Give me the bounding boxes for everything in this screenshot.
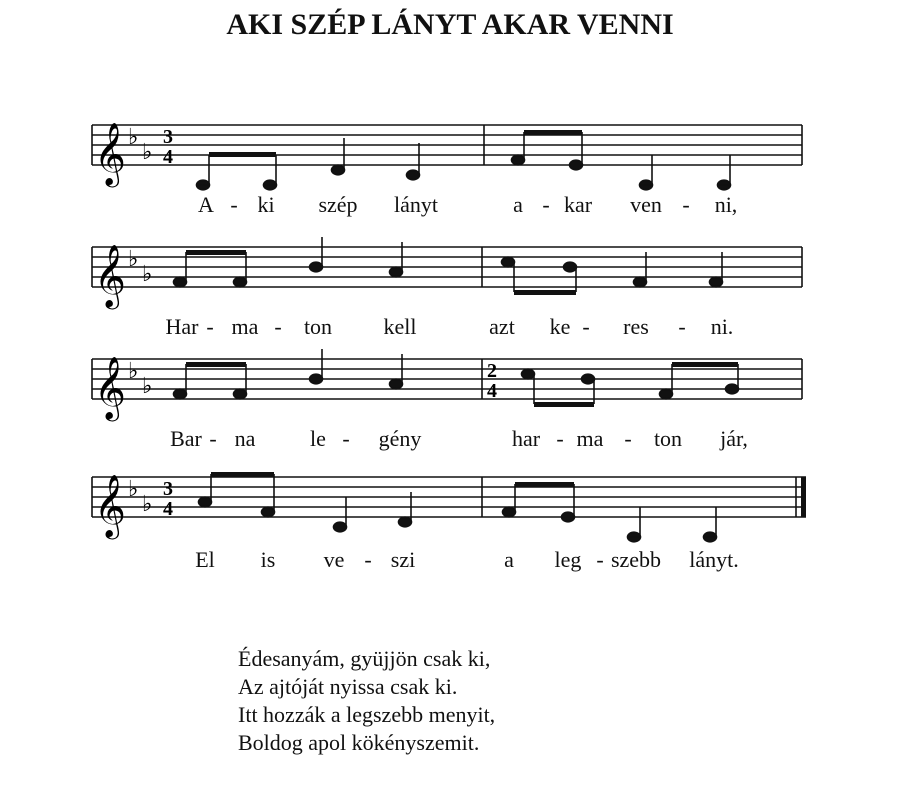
lyric-syllable: ki xyxy=(257,192,275,217)
lyric-syllable: - xyxy=(209,426,217,451)
lyric-syllable: Har xyxy=(165,314,199,339)
lyric-syllable: ma xyxy=(576,426,604,451)
flat-icon: ♭ xyxy=(128,359,139,384)
staff-1 xyxy=(0,110,900,220)
lyric-syllable: szép xyxy=(318,192,358,217)
lyric-syllable: ni, xyxy=(714,192,738,217)
lyric-syllable: is xyxy=(260,547,276,572)
lyric-syllable: - xyxy=(596,547,604,572)
lyric-syllable: kar xyxy=(563,192,593,217)
lyric-syllable: - xyxy=(542,192,550,217)
lyric-syllable: - xyxy=(230,192,238,217)
flat-icon: ♭ xyxy=(128,125,139,150)
lyric-syllable: lányt. xyxy=(689,547,739,572)
lyric-syllable: a xyxy=(513,192,523,217)
time-signature: 3 xyxy=(163,126,173,148)
time-signature: 2 xyxy=(487,360,497,382)
lyric-syllable: ke xyxy=(549,314,571,339)
lyric-syllable: gény xyxy=(378,426,422,451)
staff-3 xyxy=(0,344,900,454)
verse-line: Az ajtóját nyissa csak ki. xyxy=(238,674,458,699)
lyric-syllable: - xyxy=(342,426,350,451)
flat-icon: ♭ xyxy=(128,247,139,272)
verse-block xyxy=(238,645,495,757)
lyric-syllable: har xyxy=(511,426,541,451)
lyric-syllable: res xyxy=(623,314,649,339)
lyric-syllable: ni. xyxy=(710,314,734,339)
lyric-syllable: - xyxy=(206,314,214,339)
song-title: AKI SZÉP LÁNYT AKAR VENNI xyxy=(226,8,674,41)
lyric-syllable: ton xyxy=(653,426,683,451)
lyric-syllable: - xyxy=(274,314,282,339)
staff-system-1 xyxy=(0,110,900,220)
lyric-syllable: El xyxy=(195,547,215,572)
verse-line: Boldog apol kökényszemit. xyxy=(238,730,480,755)
staff-4 xyxy=(0,462,900,572)
flat-icon: ♭ xyxy=(142,374,153,399)
lyric-syllable: - xyxy=(678,314,686,339)
lyric-syllable: azt xyxy=(489,314,515,339)
staff-2 xyxy=(0,232,900,342)
flat-icon: ♭ xyxy=(142,262,153,287)
lyric-syllable: - xyxy=(682,192,690,217)
lyric-syllable: ven xyxy=(630,192,662,217)
verse-line: Itt hozzák a legszebb menyit, xyxy=(238,702,496,727)
treble-clef-icon: 𝄞 xyxy=(94,244,126,307)
staff-system-2 xyxy=(0,232,900,342)
staff-system-4 xyxy=(0,462,900,572)
treble-clef-icon: 𝄞 xyxy=(94,474,126,537)
lyric-syllable: szi xyxy=(390,547,416,572)
lyric-syllable: jár, xyxy=(720,426,748,451)
lyric-syllable: A xyxy=(198,192,214,217)
flat-icon: ♭ xyxy=(128,477,139,502)
lyric-syllable: na xyxy=(234,426,256,451)
lyric-syllable: - xyxy=(582,314,590,339)
final-barline xyxy=(801,477,806,517)
flat-icon: ♭ xyxy=(142,492,153,517)
lyric-syllable: kell xyxy=(383,314,417,339)
treble-clef-icon: 𝄞 xyxy=(94,122,126,185)
lyric-syllable: szebb xyxy=(610,547,662,572)
lyric-syllable: Bar xyxy=(170,426,202,451)
lyric-syllable: leg xyxy=(554,547,582,572)
flat-icon: ♭ xyxy=(142,140,153,165)
lyric-syllable: lányt xyxy=(394,192,438,217)
verse-line: Édesanyám, gyüjjön csak ki, xyxy=(238,646,491,671)
staff-system-3 xyxy=(0,344,900,454)
lyric-syllable: ma xyxy=(231,314,259,339)
lyric-syllable: a xyxy=(504,547,514,572)
time-signature: 4 xyxy=(487,380,497,402)
lyric-syllable: - xyxy=(556,426,564,451)
lyric-syllable: le xyxy=(310,426,326,451)
time-signature: 4 xyxy=(163,146,173,168)
treble-clef-icon: 𝄞 xyxy=(94,356,126,419)
lyric-syllable: - xyxy=(624,426,632,451)
lyric-syllable: ton xyxy=(303,314,333,339)
lyric-syllable: - xyxy=(364,547,372,572)
lyric-syllable: ve xyxy=(323,547,345,572)
time-signature: 3 xyxy=(163,478,173,500)
time-signature: 4 xyxy=(163,498,173,520)
